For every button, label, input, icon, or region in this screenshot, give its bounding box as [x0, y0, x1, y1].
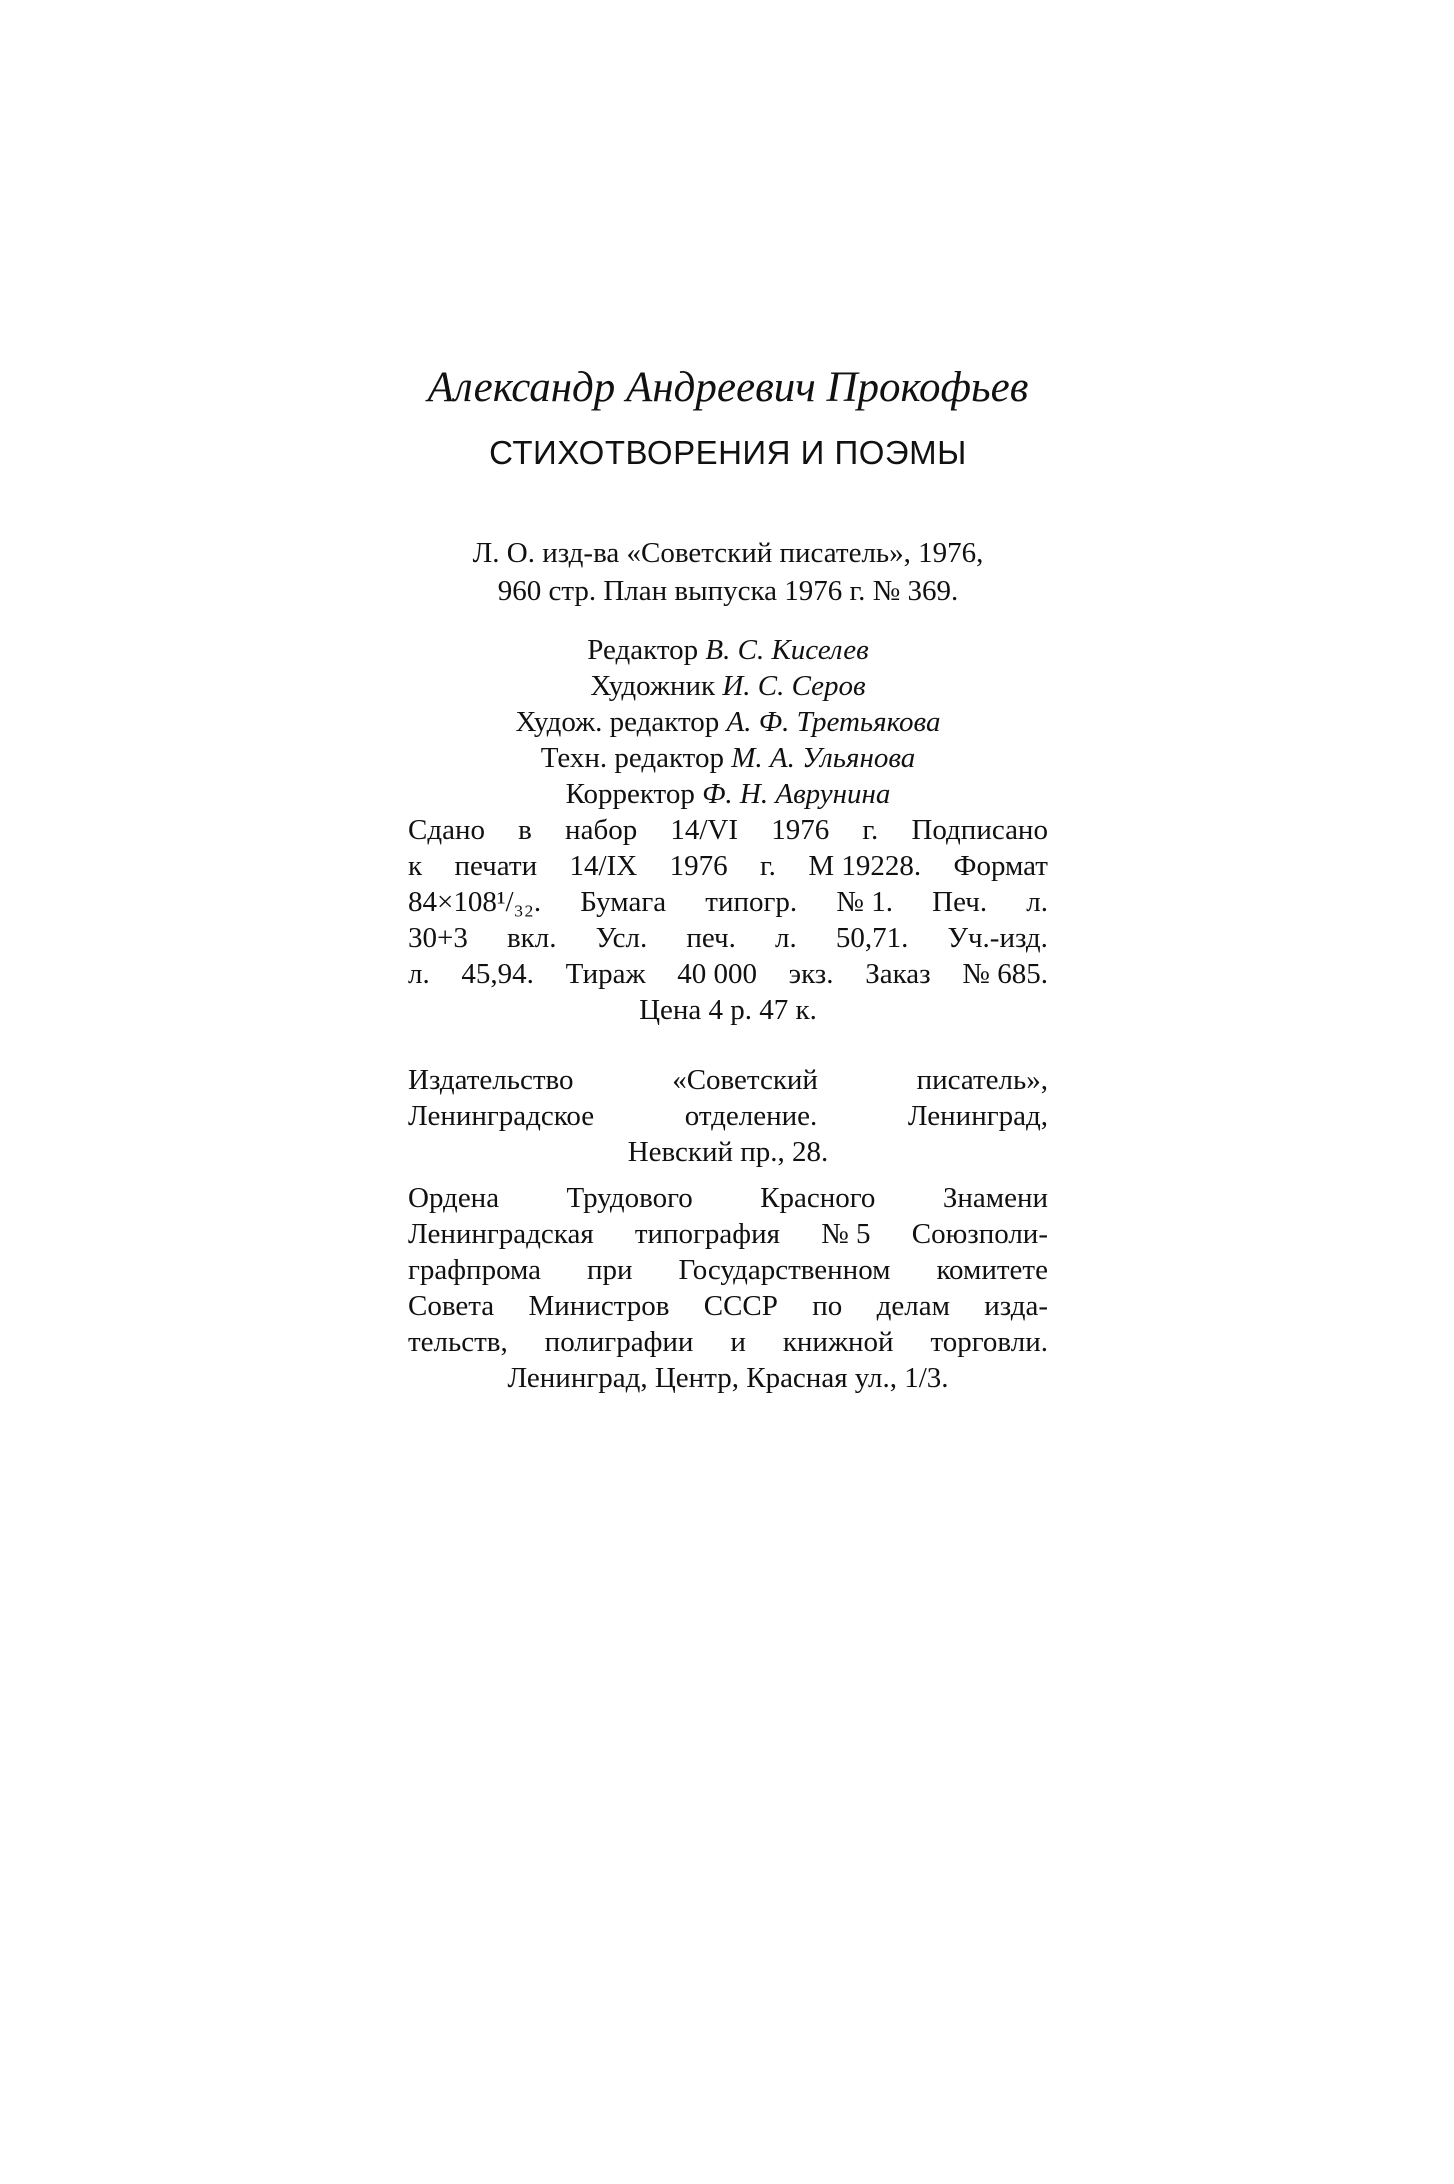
word: Усл.	[595, 922, 648, 954]
word: писатель»,	[916, 1064, 1048, 1096]
printer-line	[408, 1252, 1048, 1288]
word: 1976	[669, 850, 728, 882]
word: делам	[876, 1290, 950, 1322]
word: набор	[565, 814, 638, 846]
staff-name: В. С. Киселев	[705, 634, 869, 666]
word: Заказ	[865, 958, 931, 990]
word: полиграфии	[544, 1326, 694, 1358]
word: «Советский	[672, 1064, 818, 1096]
technical-line	[408, 812, 1048, 848]
word: Уч.-изд.	[947, 922, 1048, 954]
word: Союзполи-	[911, 1218, 1048, 1250]
word: графпрома	[408, 1254, 542, 1286]
word: Совета	[408, 1290, 495, 1322]
word: № 5	[821, 1218, 871, 1250]
author-name: Александр Андреевич Прокофьев	[427, 364, 1029, 411]
word: 14/IX	[569, 850, 638, 882]
staff-row-editor	[408, 632, 1048, 668]
printer-line	[408, 1216, 1048, 1252]
staff-row-artist	[408, 668, 1048, 704]
staff-name: И. С. Серов	[722, 670, 866, 702]
word: экз.	[788, 958, 834, 990]
word: типография	[634, 1218, 780, 1250]
staff-name: Ф. Н. Аврунина	[702, 778, 891, 810]
staff-row-proofreader	[408, 776, 1048, 812]
word: Подписано	[911, 814, 1048, 846]
book-title: СТИХОТВОРЕНИЯ И ПОЭМЫ	[489, 434, 967, 471]
printer-line	[408, 1180, 1048, 1216]
technical-line	[408, 920, 1048, 956]
publisher-line	[408, 1062, 1048, 1098]
word: Издательство	[408, 1064, 574, 1096]
colophon	[408, 360, 1048, 1396]
word: Сдано	[408, 814, 485, 846]
word: Формат	[953, 850, 1048, 882]
word: М 19228.	[808, 850, 922, 882]
word: при	[587, 1254, 633, 1286]
word: г.	[862, 814, 879, 846]
word: Тираж	[565, 958, 646, 990]
technical-line	[408, 884, 1048, 920]
word: л.	[1026, 886, 1048, 918]
staff-name: М. А. Ульянова	[731, 742, 916, 774]
word: л.	[408, 958, 430, 990]
word: Печ.	[932, 886, 988, 918]
word: Трудового	[566, 1182, 693, 1214]
publication-info	[408, 534, 1048, 610]
word: Ленинград,	[907, 1100, 1048, 1132]
printer-info	[408, 1180, 1048, 1360]
word: комитете	[936, 1254, 1048, 1286]
word: Бумага	[580, 886, 667, 918]
word: СССР	[703, 1290, 778, 1322]
word: 45,94.	[461, 958, 534, 990]
word: и	[730, 1326, 746, 1358]
pub-info-line: Л. О. изд-ва «Советский писатель», 1976,	[472, 537, 984, 569]
word: тельств,	[408, 1326, 508, 1358]
technical-details	[408, 812, 1048, 992]
word: Министров	[528, 1290, 670, 1322]
word: л.	[774, 922, 797, 954]
staff-row-tech-editor	[408, 740, 1048, 776]
word: 84×108¹/₃₂.	[408, 886, 542, 918]
staff-name: А. Ф. Третьякова	[726, 706, 941, 738]
staff-role: Корректор	[565, 778, 695, 810]
word: 50,71.	[835, 922, 909, 954]
word: Знамени	[942, 1182, 1048, 1214]
word: 14/VI	[670, 814, 739, 846]
publisher-line	[408, 1098, 1048, 1134]
word: Ордена	[408, 1182, 500, 1214]
staff-row-art-editor	[408, 704, 1048, 740]
word: г.	[760, 850, 776, 882]
price-line: Цена 4 р. 47 к.	[639, 994, 817, 1026]
word: № 685.	[962, 958, 1048, 990]
staff-credits	[408, 632, 1048, 812]
printer-line	[408, 1324, 1048, 1360]
staff-role: Художник	[590, 670, 716, 702]
word: изда-	[984, 1290, 1048, 1322]
word: Государственном	[678, 1254, 891, 1286]
word: Ленинградская	[408, 1218, 594, 1250]
printer-address: Ленинград, Центр, Красная ул., 1/3.	[507, 1362, 949, 1394]
staff-role: Редактор	[587, 634, 699, 666]
printer-line	[408, 1288, 1048, 1324]
word: № 1.	[836, 886, 893, 918]
publisher-info	[408, 1062, 1048, 1134]
word: в	[518, 814, 532, 846]
staff-role: Техн. редактор	[540, 742, 724, 774]
word: отделение.	[684, 1100, 818, 1132]
word: типогр.	[705, 886, 798, 918]
word: книжной	[782, 1326, 894, 1358]
staff-role: Худож. редактор	[515, 706, 720, 738]
word: торговли.	[930, 1326, 1048, 1358]
word: по	[812, 1290, 843, 1322]
word: Ленинградское	[408, 1100, 595, 1132]
word: к	[408, 850, 423, 882]
word: печ.	[686, 922, 736, 954]
word: Красного	[760, 1182, 876, 1214]
publisher-address: Невский пр., 28.	[627, 1136, 829, 1168]
pub-info-line: 960 стр. План выпуска 1976 г. № 369.	[497, 575, 959, 607]
technical-line	[408, 848, 1048, 884]
word: 40 000	[677, 958, 757, 990]
word: вкл.	[506, 922, 557, 954]
technical-line	[408, 956, 1048, 992]
word: печати	[454, 850, 538, 882]
word: 1976	[771, 814, 830, 846]
word: 30+3	[408, 922, 468, 954]
